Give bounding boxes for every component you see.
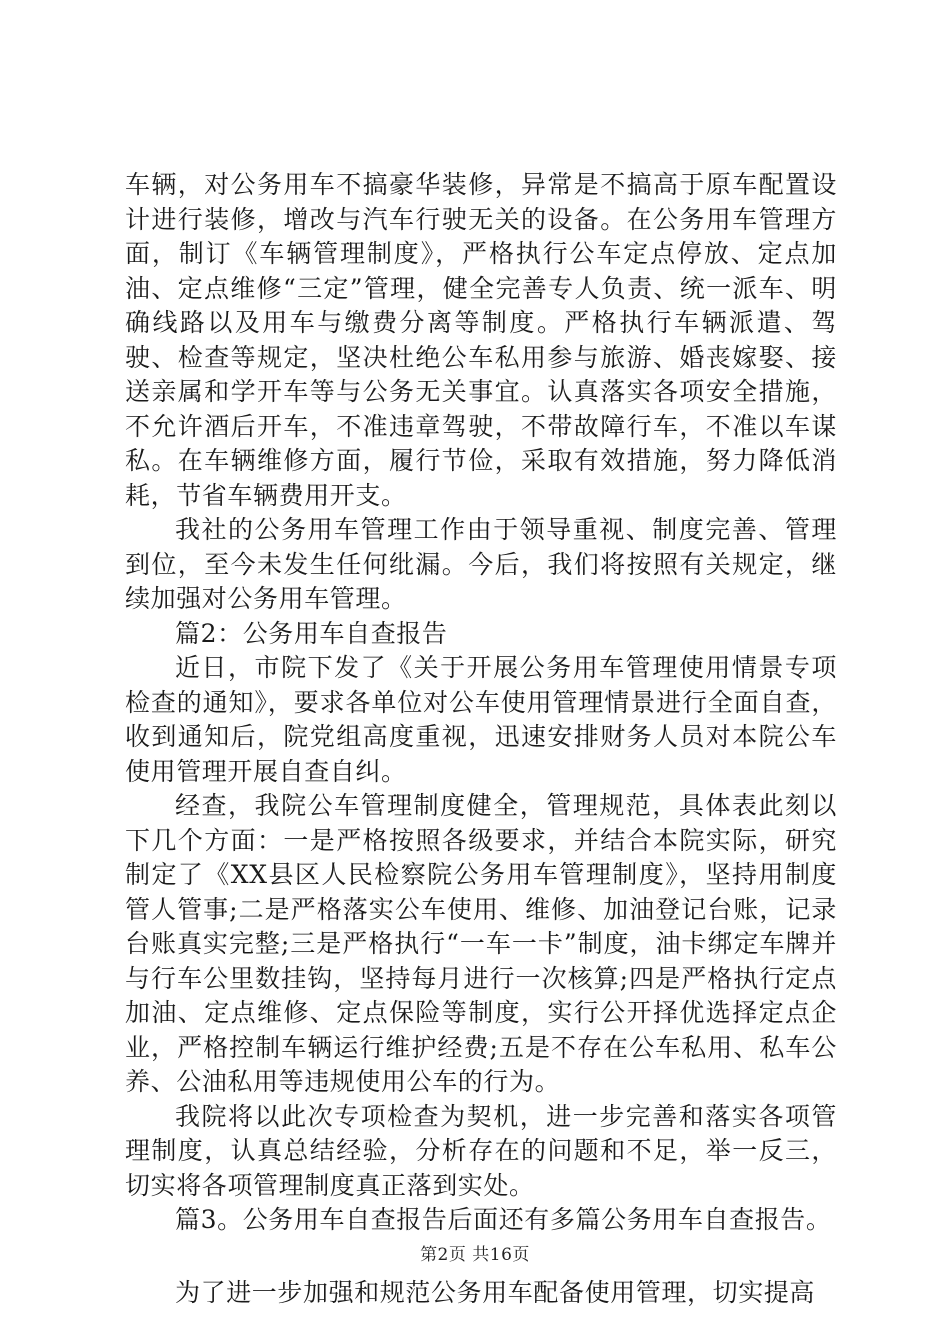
document-body <box>125 168 837 1310</box>
paragraph-notice: 近日，市院下发了《关于开展公务用车管理使用情景专项检查的通知》，要求各单位对公车使用管理情景进行全面自查，收到通知后，院党组高度重视，迅速安排财务人员对本院公车使用管理开展自查自纠。 <box>125 653 837 786</box>
paragraph-summary: 我社的公务用车管理工作由于领导重视、制度完善、管理到位，至今未发生任何纰漏。今后，我们将按照有关规定，继续加强对公务用车管理。 <box>125 515 837 613</box>
section-heading-2: 篇2：公务用车自查报告 <box>175 618 448 648</box>
paragraph-intro: 为了进一步加强和规范公务用车配备使用管理，切实提高 <box>175 1277 816 1307</box>
paragraph-conclusion: 我院将以此次专项检查为契机，进一步完善和落实各项管理制度，认真总结经验，分析存在的问题和不足，举一反三，切实将各项管理制度真正落到实处。 <box>125 1101 837 1200</box>
paragraph-findings: 经查，我院公车管理制度健全，管理规范，具体表此刻以下几个方面：一是严格按照各级要求，并结合本院实际，研究制定了《XX县区人民检察院公务用车管理制度》，坚持用制度管人管事;二是严格落实公车使用、维修、加油登记台账，记录台账真实完整;三是严格执行“一车一卡”制度，油卡绑定车牌并与行车公里数挂钩，坚持每月进行一次核算;四是严格执行定点加油、定点维修、定点保险等制度，实行公开择优选择定点企业，严格控制车辆运行维护经费;五是不存在公车私用、私车公养、公油私用等违规使用公车的行为。 <box>125 791 837 1096</box>
page-number-footer: 第2页 共16页 <box>420 1245 530 1265</box>
paragraph-continuation: 车辆，对公务用车不搞豪华装修，异常是不搞高于原车配置设计进行装修，增改与汽车行驶无关的设备。在公务用车管理方面，制订《车辆管理制度》，严格执行公车定点停放、定点加油、定点维修“三定”管理，健全完善专人负责、统一派车、明确线路以及用车与缴费分离等制度。严格执行车辆派遣、驾驶、检查等规定，坚决杜绝公车私用参与旅游、婚丧嫁娶、接送亲属和学开车等与公务无关事宜。认真落实各项安全措施，不允许酒后开车，不准违章驾驶，不带故障行车，不准以车谋私。在车辆维修方面，履行节俭，采取有效措施，努力降低消耗，节省车辆费用开支。 <box>125 170 837 510</box>
section-heading-3: 篇3。公务用车自查报告后面还有多篇公务用车自查报告。 <box>175 1205 832 1234</box>
